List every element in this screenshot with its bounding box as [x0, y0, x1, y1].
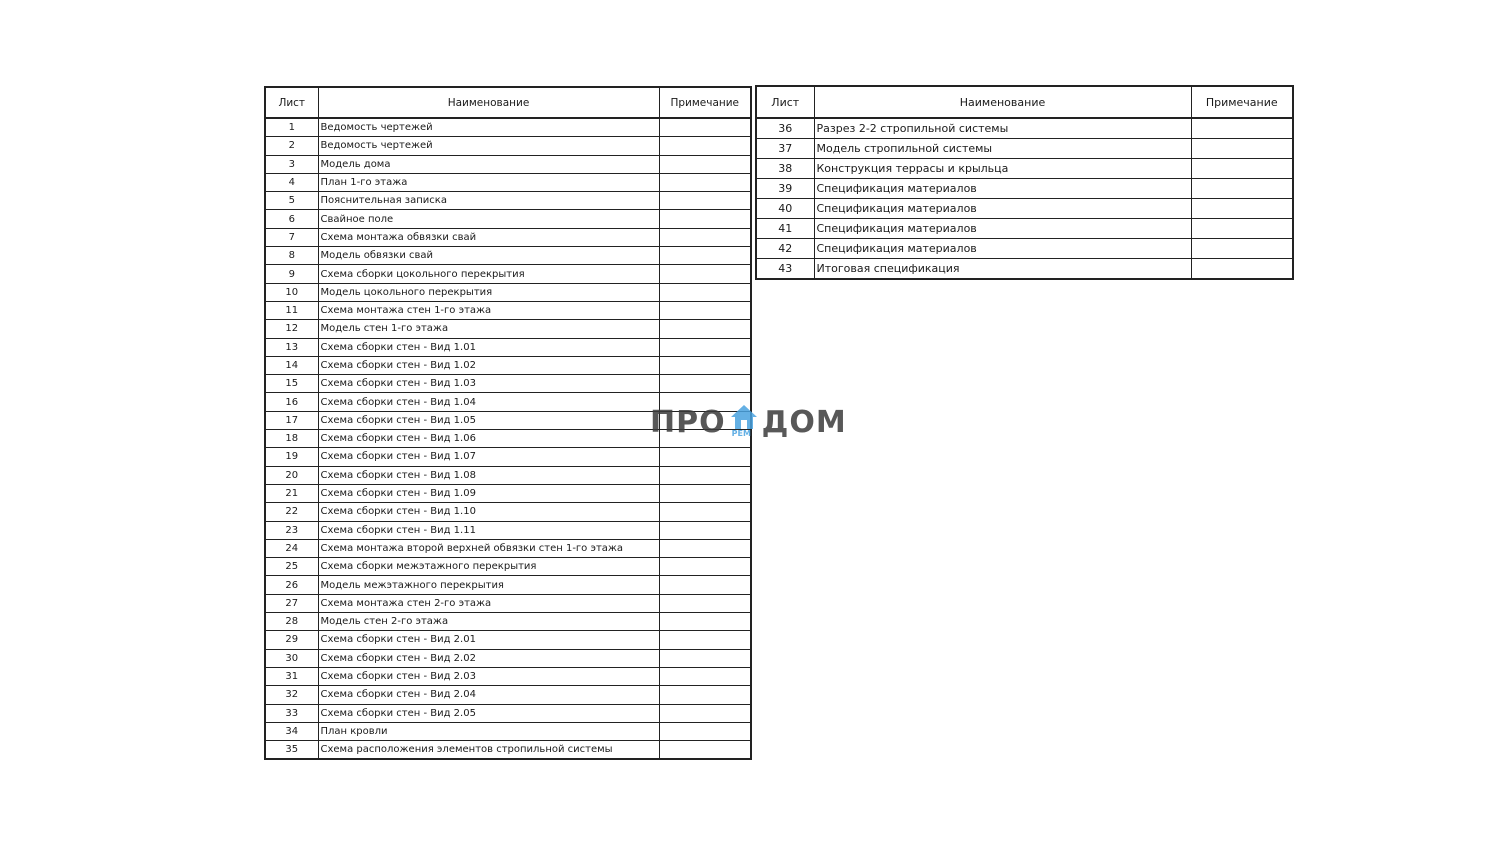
note-cell [659, 210, 751, 228]
sheet-number-cell: 26 [265, 576, 318, 594]
drawing-name-cell: Схема расположения элементов стропильной системы [318, 741, 659, 760]
sheet-number-cell: 1 [265, 118, 318, 137]
note-cell [1191, 159, 1293, 179]
note-cell [659, 594, 751, 612]
sheet-number-cell: 20 [265, 466, 318, 484]
sheet-number-cell: 6 [265, 210, 318, 228]
header-name: Наименование [318, 87, 659, 118]
note-cell [659, 338, 751, 356]
table-row [265, 539, 751, 557]
note-cell [659, 118, 751, 137]
table-row [265, 594, 751, 612]
drawing-name-cell: Схема сборки стен - Вид 1.08 [318, 466, 659, 484]
note-cell [659, 173, 751, 191]
sheet-number-cell: 2 [265, 137, 318, 155]
sheet-number-cell: 12 [265, 320, 318, 338]
table-row [265, 118, 751, 137]
note-cell [659, 375, 751, 393]
note-cell [659, 558, 751, 576]
sheet-number-cell: 11 [265, 301, 318, 319]
sheet-number-cell: 42 [756, 239, 814, 259]
drawing-name-cell: Схема сборки стен - Вид 2.01 [318, 631, 659, 649]
table-row [265, 411, 751, 429]
note-cell [659, 576, 751, 594]
drawing-name-cell: Модель дома [318, 155, 659, 173]
note-cell [659, 503, 751, 521]
drawing-name-cell: План 1-го этажа [318, 173, 659, 191]
sheet-number-cell: 38 [756, 159, 814, 179]
header-note: Примечание [1191, 86, 1293, 118]
table-row [265, 137, 751, 155]
drawing-name-cell: Конструкция террасы и крыльца [814, 159, 1191, 179]
sheet-number-cell: 8 [265, 247, 318, 265]
drawing-name-cell: Ведомость чертежей [318, 118, 659, 137]
sheet-number-cell: 30 [265, 649, 318, 667]
watermark-left-text: ПРО [650, 404, 726, 440]
table-body-left [265, 118, 751, 759]
table-row [756, 199, 1293, 219]
note-cell [1191, 219, 1293, 239]
table-row [265, 375, 751, 393]
table-row [265, 484, 751, 502]
note-cell [659, 539, 751, 557]
drawing-name-cell: Модель стен 2-го этажа [318, 613, 659, 631]
table-row [265, 667, 751, 685]
drawing-name-cell: Пояснительная записка [318, 192, 659, 210]
table-row [756, 139, 1293, 159]
sheet-number-cell: 23 [265, 521, 318, 539]
table-row [265, 247, 751, 265]
note-cell [659, 448, 751, 466]
table-body-right [756, 118, 1293, 279]
note-cell [659, 228, 751, 246]
sheet-number-cell: 40 [756, 199, 814, 219]
note-cell [1191, 239, 1293, 259]
table-row [265, 448, 751, 466]
sheet-number-cell: 22 [265, 503, 318, 521]
note-cell [659, 741, 751, 760]
drawing-name-cell: Схема сборки стен - Вид 1.09 [318, 484, 659, 502]
table-row [265, 283, 751, 301]
table-row [756, 259, 1293, 280]
sheet-number-cell: 41 [756, 219, 814, 239]
table-row [265, 503, 751, 521]
note-cell [659, 667, 751, 685]
drawing-name-cell: Схема сборки стен - Вид 1.06 [318, 430, 659, 448]
note-cell [659, 686, 751, 704]
header-sheet: Лист [265, 87, 318, 118]
sheet-number-cell: 39 [756, 179, 814, 199]
sheet-number-cell: 5 [265, 192, 318, 210]
sheet-number-cell: 21 [265, 484, 318, 502]
drawing-name-cell: Схема сборки стен - Вид 1.07 [318, 448, 659, 466]
drawing-name-cell: Схема сборки стен - Вид 2.02 [318, 649, 659, 667]
sheet-number-cell: 3 [265, 155, 318, 173]
drawing-name-cell: Итоговая спецификация [814, 259, 1191, 280]
sheet-number-cell: 31 [265, 667, 318, 685]
note-cell [659, 356, 751, 374]
drawing-name-cell: Спецификация материалов [814, 219, 1191, 239]
drawing-name-cell: Спецификация материалов [814, 199, 1191, 219]
note-cell [659, 466, 751, 484]
drawing-name-cell: Схема сборки стен - Вид 2.04 [318, 686, 659, 704]
table-row [265, 192, 751, 210]
table-row [265, 649, 751, 667]
table-row [265, 228, 751, 246]
drawings-register-table-right [755, 85, 1294, 280]
table-row [756, 179, 1293, 199]
table-row [265, 265, 751, 283]
watermark-right-text: ДОМ [761, 404, 847, 440]
drawing-name-cell: Схема монтажа обвязки свай [318, 228, 659, 246]
sheet-number-cell: 7 [265, 228, 318, 246]
table-row [265, 521, 751, 539]
note-cell [1191, 139, 1293, 159]
drawing-name-cell: Модель межэтажного перекрытия [318, 576, 659, 594]
table-row [265, 338, 751, 356]
drawing-name-cell: Схема сборки стен - Вид 1.05 [318, 411, 659, 429]
sheet-number-cell: 36 [756, 118, 814, 139]
note-cell [659, 155, 751, 173]
sheet-number-cell: 17 [265, 411, 318, 429]
drawing-name-cell: Схема сборки стен - Вид 1.02 [318, 356, 659, 374]
note-cell [1191, 179, 1293, 199]
sheet-number-cell: 34 [265, 722, 318, 740]
note-cell [659, 192, 751, 210]
drawing-name-cell: Схема сборки стен - Вид 1.04 [318, 393, 659, 411]
table-row [265, 576, 751, 594]
sheet-number-cell: 13 [265, 338, 318, 356]
table-row [265, 741, 751, 760]
drawing-name-cell: Схема монтажа стен 1-го этажа [318, 301, 659, 319]
drawing-name-cell: План кровли [318, 722, 659, 740]
note-cell [1191, 118, 1293, 139]
drawing-name-cell: Схема сборки стен - Вид 1.01 [318, 338, 659, 356]
sheet-number-cell: 35 [265, 741, 318, 760]
sheet-number-cell: 9 [265, 265, 318, 283]
note-cell [659, 137, 751, 155]
sheet-number-cell: 19 [265, 448, 318, 466]
note-cell [659, 649, 751, 667]
note-cell [659, 411, 751, 429]
note-cell [659, 613, 751, 631]
drawing-name-cell: Схема сборки стен - Вид 1.10 [318, 503, 659, 521]
table-row [265, 631, 751, 649]
sheet-number-cell: 37 [756, 139, 814, 159]
table-row [265, 155, 751, 173]
note-cell [659, 265, 751, 283]
sheet-number-cell: 28 [265, 613, 318, 631]
note-cell [659, 320, 751, 338]
sheet-number-cell: 27 [265, 594, 318, 612]
header-name: Наименование [814, 86, 1191, 118]
table-row [265, 210, 751, 228]
note-cell [659, 631, 751, 649]
drawing-name-cell: Схема сборки стен - Вид 2.05 [318, 704, 659, 722]
table-row [265, 393, 751, 411]
drawing-name-cell: Схема сборки стен - Вид 1.03 [318, 375, 659, 393]
table-row [756, 239, 1293, 259]
drawing-name-cell: Схема монтажа второй верхней обвязки стен 1-го этажа [318, 539, 659, 557]
table-row [265, 430, 751, 448]
table-row [265, 466, 751, 484]
table-row [265, 613, 751, 631]
drawing-name-cell: Спецификация материалов [814, 239, 1191, 259]
sheet-number-cell: 18 [265, 430, 318, 448]
table-row [265, 301, 751, 319]
sheet-number-cell: 43 [756, 259, 814, 280]
header-note: Примечание [659, 87, 751, 118]
table-row [756, 219, 1293, 239]
drawing-name-cell: Модель обвязки свай [318, 247, 659, 265]
table-header-row [265, 87, 751, 118]
drawing-name-cell: Спецификация материалов [814, 179, 1191, 199]
note-cell [1191, 199, 1293, 219]
table-row [265, 320, 751, 338]
drawing-name-cell: Схема сборки стен - Вид 1.11 [318, 521, 659, 539]
drawings-register-table-left [264, 86, 752, 760]
note-cell [659, 722, 751, 740]
note-cell [659, 247, 751, 265]
note-cell [659, 393, 751, 411]
table-row [265, 704, 751, 722]
note-cell [659, 430, 751, 448]
table-row [265, 356, 751, 374]
note-cell [659, 283, 751, 301]
table-row [756, 159, 1293, 179]
sheet-number-cell: 25 [265, 558, 318, 576]
sheet-number-cell: 32 [265, 686, 318, 704]
drawing-name-cell: Схема сборки цокольного перекрытия [318, 265, 659, 283]
note-cell [659, 301, 751, 319]
note-cell [659, 521, 751, 539]
header-sheet: Лист [756, 86, 814, 118]
drawing-name-cell: Схема монтажа стен 2-го этажа [318, 594, 659, 612]
drawing-name-cell: Ведомость чертежей [318, 137, 659, 155]
drawing-name-cell: Свайное поле [318, 210, 659, 228]
sheet-number-cell: 15 [265, 375, 318, 393]
drawing-name-cell: Схема сборки стен - Вид 2.03 [318, 667, 659, 685]
sheet-number-cell: 10 [265, 283, 318, 301]
sheet-number-cell: 16 [265, 393, 318, 411]
drawing-name-cell: Модель цокольного перекрытия [318, 283, 659, 301]
table-row [756, 118, 1293, 139]
table-row [265, 173, 751, 191]
note-cell [659, 484, 751, 502]
note-cell [1191, 259, 1293, 280]
table-row [265, 686, 751, 704]
sheet-number-cell: 14 [265, 356, 318, 374]
drawing-name-cell: Схема сборки межэтажного перекрытия [318, 558, 659, 576]
sheet-number-cell: 24 [265, 539, 318, 557]
table-row [265, 722, 751, 740]
table-row [265, 558, 751, 576]
sheet-number-cell: 4 [265, 173, 318, 191]
drawing-name-cell: Модель стен 1-го этажа [318, 320, 659, 338]
sheet-number-cell: 29 [265, 631, 318, 649]
table-header-row [756, 86, 1293, 118]
drawing-name-cell: Разрез 2-2 стропильной системы [814, 118, 1191, 139]
note-cell [659, 704, 751, 722]
sheet-number-cell: 33 [265, 704, 318, 722]
drawing-name-cell: Модель стропильной системы [814, 139, 1191, 159]
watermark-sub-text: РЕМ [731, 429, 751, 438]
